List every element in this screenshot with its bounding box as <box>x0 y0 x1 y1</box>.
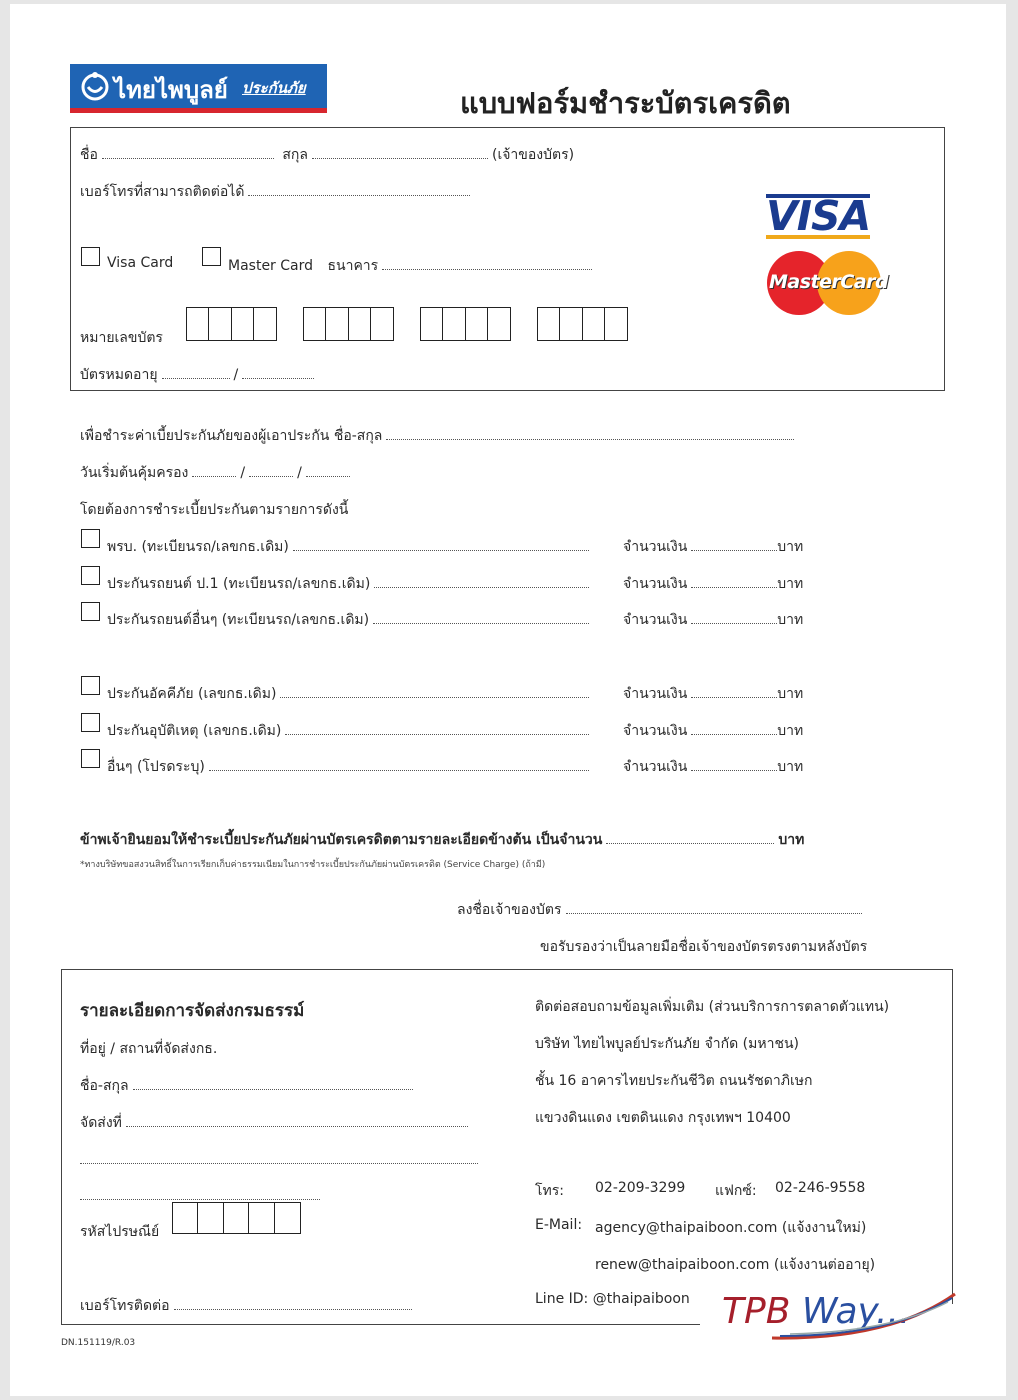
name-row <box>80 144 574 166</box>
email-label: E-Mail: <box>535 1217 583 1233</box>
consent-currency: บาท <box>778 832 805 848</box>
expiry-year-field[interactable] <box>242 364 314 379</box>
logo-emblem-icon <box>80 70 110 102</box>
card-digit-box[interactable] <box>348 307 372 341</box>
payment-item-reference-field[interactable] <box>285 720 589 735</box>
email-renewal[interactable]: renew@thaipaiboon.com (แจ้งงานต่ออายุ) <box>595 1257 876 1273</box>
card-number-label: หมายเลขบัตร <box>80 330 163 346</box>
line-id[interactable]: Line ID: @thaipaiboon <box>535 1291 690 1307</box>
payment-item-reference-field[interactable] <box>280 683 589 698</box>
card-digit-box[interactable] <box>559 307 583 341</box>
payment-item-row <box>107 609 593 631</box>
insured-label: เพื่อชำระค่าเบี้ยประกันภัยของผู้เอาประกัน ชื่อ-สกุล <box>80 428 383 444</box>
address-line-field-2[interactable] <box>80 1185 320 1200</box>
payment-item-checkbox[interactable] <box>81 602 100 621</box>
card-digit-box[interactable] <box>537 307 561 341</box>
visa-logo: VISA <box>766 192 871 240</box>
amount-currency: บาท <box>777 759 804 775</box>
payment-item-amount-row <box>623 609 803 631</box>
amount-label: จำนวนเงิน <box>623 686 688 702</box>
payment-item-checkbox[interactable] <box>81 713 100 732</box>
card-digit-box[interactable] <box>442 307 466 341</box>
amount-label: จำนวนเงิน <box>623 576 688 592</box>
payment-item-row <box>107 720 593 742</box>
payment-item-label: อื่นๆ (โปรดระบุ) <box>107 759 205 775</box>
postcode-digit-box[interactable] <box>248 1202 275 1234</box>
card-digit-box[interactable] <box>582 307 606 341</box>
fax-number: 02-246-9558 <box>775 1180 866 1196</box>
signature-field[interactable] <box>566 899 862 914</box>
mastercard-wordmark: MasterCard <box>769 271 889 293</box>
mastercard-option-label: Master Card <box>228 258 314 274</box>
amount-field[interactable] <box>691 573 777 588</box>
card-digit-box[interactable] <box>208 307 232 341</box>
signature-label: ลงชื่อเจ้าของบัตร <box>457 902 562 918</box>
date-separator: / <box>240 465 246 481</box>
tel-number[interactable]: 02-209-3299 <box>595 1180 686 1196</box>
card-number-group-1 <box>186 307 276 341</box>
payment-item-checkbox[interactable] <box>81 566 100 585</box>
card-digit-box[interactable] <box>604 307 628 341</box>
card-digit-box[interactable] <box>465 307 489 341</box>
card-number-group-4 <box>537 307 627 341</box>
card-digit-box[interactable] <box>231 307 255 341</box>
postcode-label: รหัสไปรษณีย์ <box>80 1224 160 1240</box>
logo-brand-text: ไทยไพบูลย์ <box>114 76 228 104</box>
payment-item-reference-field[interactable] <box>293 536 589 551</box>
delivery-phone-field[interactable] <box>174 1295 412 1310</box>
contact-address2: แขวงดินแดง เขตดินแดง กรุงเทพฯ 10400 <box>535 1110 791 1126</box>
logo-suffix-text: ประกันภัย <box>242 79 306 97</box>
deliver-to-label: จัดส่งที่ <box>80 1115 122 1131</box>
mastercard-logo <box>767 251 889 315</box>
name-field[interactable] <box>102 144 274 159</box>
insured-name-field[interactable] <box>386 425 794 440</box>
delivery-name-field[interactable] <box>133 1075 413 1090</box>
cardholder-note: (เจ้าของบัตร) <box>491 147 575 163</box>
amount-currency: บาท <box>777 723 804 739</box>
insured-row <box>80 425 798 447</box>
payment-item-label: ประกันอุบัติเหตุ (เลขกธ.เดิม) <box>107 723 282 739</box>
amount-label: จำนวนเงิน <box>623 723 688 739</box>
deliver-to-field[interactable] <box>126 1112 468 1127</box>
bank-row <box>228 255 596 277</box>
visa-checkbox[interactable] <box>81 247 100 266</box>
expiry-row <box>80 364 318 386</box>
payment-item-checkbox[interactable] <box>81 529 100 548</box>
payment-item-amount-row <box>623 573 803 595</box>
card-digit-box[interactable] <box>370 307 394 341</box>
fax-label: แฟกซ์: <box>715 1183 757 1199</box>
contact-line1: ติดต่อสอบถามข้อมูลเพิ่มเติม (ส่วนบริการการตลาดตัวแทน) <box>535 999 890 1015</box>
phone-label: เบอร์โทรที่สามารถติดต่อได้ <box>80 184 245 200</box>
postcode-boxes <box>172 1202 299 1234</box>
amount-label: จำนวนเงิน <box>623 759 688 775</box>
service-charge-note: *ทางบริษัทขอสงวนสิทธิ์ในการเรียกเก็บค่าธรรมเนียมในการชำระเบี้ยประกันภัยผ่านบัตรเครดิต (Service Charge) (ถ้ามี) <box>80 860 546 870</box>
amount-label: จำนวนเงิน <box>623 612 688 628</box>
card-digit-box[interactable] <box>303 307 327 341</box>
payment-item-amount-row <box>623 683 803 705</box>
delivery-name-label: ชื่อ-สกุล <box>80 1078 129 1094</box>
mastercard-checkbox[interactable] <box>202 247 221 266</box>
card-digit-box[interactable] <box>420 307 444 341</box>
payment-intro: โดยต้องการชำระเบี้ยประกันตามรายการดังนี้ <box>80 502 349 518</box>
payment-item-label: ประกันอัคคีภัย (เลขกธ.เดิม) <box>107 686 277 702</box>
consent-row <box>80 829 804 851</box>
delivery-phone-row <box>80 1295 416 1317</box>
start-year-field[interactable] <box>306 462 350 477</box>
certify-note: ขอรับรองว่าเป็นลายมือชื่อเจ้าของบัตรตรงตามหลังบัตร <box>540 939 868 955</box>
surname-label: สกุล <box>282 147 308 163</box>
amount-field[interactable] <box>691 536 777 551</box>
tagline-swoosh-icon <box>770 1292 960 1342</box>
delivery-heading: รายละเอียดการจัดส่งกรมธรรม์ <box>80 1001 305 1021</box>
email-new-business[interactable]: agency@thaipaiboon.com (แจ้งงานใหม่) <box>595 1220 867 1236</box>
payment-item-reference-field[interactable] <box>373 609 589 624</box>
consent-statement: ข้าพเจ้ายินยอมให้ชำระเบี้ยประกันภัยผ่านบัตรเครดิตตามรายละเอียดข้างต้น เป็นจำนวน <box>80 832 603 848</box>
surname-field[interactable] <box>312 144 488 159</box>
phone-field[interactable] <box>248 181 470 196</box>
payment-item-reference-field[interactable] <box>374 573 589 588</box>
signature-row <box>457 899 866 921</box>
card-digit-box[interactable] <box>325 307 349 341</box>
delivery-address-label: ที่อยู่ / สถานที่จัดส่งกธ. <box>80 1041 218 1057</box>
payment-item-amount-row <box>623 720 803 742</box>
amount-field[interactable] <box>691 756 777 771</box>
date-separator: / <box>297 465 302 481</box>
payment-item-row <box>107 573 593 595</box>
payment-item-label: พรบ. (ทะเบียนรถ/เลขกธ.เดิม) <box>107 539 289 555</box>
amount-field[interactable] <box>691 683 777 698</box>
tagline-tpb: TPB <box>722 1291 791 1332</box>
expiry-separator: / <box>233 367 239 383</box>
payment-item-row <box>107 536 593 558</box>
bank-field[interactable] <box>382 255 592 270</box>
expiry-month-field[interactable] <box>162 364 230 379</box>
company-logo <box>70 64 327 113</box>
contact-address1: ชั้น 16 อาคารไทยประกันชีวิต ถนนรัชดาภิเษก <box>535 1073 813 1089</box>
payment-item-amount-row <box>623 536 803 558</box>
bank-label: ธนาคาร <box>327 258 379 274</box>
start-date-row <box>80 462 354 484</box>
contact-company: บริษัท ไทยไพบูลย์ประกันภัย จำกัด (มหาชน) <box>535 1036 799 1052</box>
card-number-group-2 <box>303 307 393 341</box>
payment-item-label: ประกันรถยนต์อื่นๆ (ทะเบียนรถ/เลขกธ.เดิม) <box>107 612 370 628</box>
start-month-field[interactable] <box>249 462 293 477</box>
payment-item-checkbox[interactable] <box>81 749 100 768</box>
name-label: ชื่อ <box>80 147 98 163</box>
card-digit-box[interactable] <box>186 307 210 341</box>
payment-item-checkbox[interactable] <box>81 676 100 695</box>
address-line-row <box>76 1149 482 1168</box>
address-line-field[interactable] <box>80 1149 478 1164</box>
payment-item-row <box>107 756 593 778</box>
start-day-field[interactable] <box>192 462 236 477</box>
card-digit-box[interactable] <box>253 307 277 341</box>
amount-field[interactable] <box>691 609 777 624</box>
delivery-name-row <box>80 1075 417 1097</box>
payment-item-amount-row <box>623 756 803 778</box>
card-digit-box[interactable] <box>487 307 511 341</box>
visa-option-label: Visa Card <box>107 255 174 271</box>
postcode-digit-box[interactable] <box>223 1202 250 1234</box>
amount-currency: บาท <box>777 539 804 555</box>
postcode-digit-box[interactable] <box>172 1202 199 1234</box>
amount-currency: บาท <box>777 686 804 702</box>
amount-field[interactable] <box>691 720 777 735</box>
expiry-label: บัตรหมดอายุ <box>80 367 158 383</box>
card-number-group-3 <box>420 307 510 341</box>
total-amount-field[interactable] <box>606 829 774 844</box>
postcode-digit-box[interactable] <box>274 1202 301 1234</box>
form-title: แบบฟอร์มชำระบัตรเครดิต <box>460 86 791 120</box>
form-page <box>10 4 1006 1396</box>
amount-label: จำนวนเงิน <box>623 539 688 555</box>
tagline-way: Way... <box>801 1291 911 1332</box>
postcode-digit-box[interactable] <box>197 1202 224 1234</box>
document-code: DN.151119/R.03 <box>61 1338 136 1348</box>
delivery-phone-label: เบอร์โทรติดต่อ <box>80 1298 170 1314</box>
amount-currency: บาท <box>777 576 804 592</box>
tel-label: โทร: <box>535 1183 564 1199</box>
payment-item-row <box>107 683 593 705</box>
payment-item-label: ประกันรถยนต์ ป.1 (ทะเบียนรถ/เลขกธ.เดิม) <box>107 576 371 592</box>
phone-row <box>80 181 474 203</box>
amount-currency: บาท <box>777 612 804 628</box>
start-date-label: วันเริ่มต้นคุ้มครอง <box>80 465 189 481</box>
payment-item-reference-field[interactable] <box>209 756 589 771</box>
deliver-to-row <box>80 1112 472 1134</box>
